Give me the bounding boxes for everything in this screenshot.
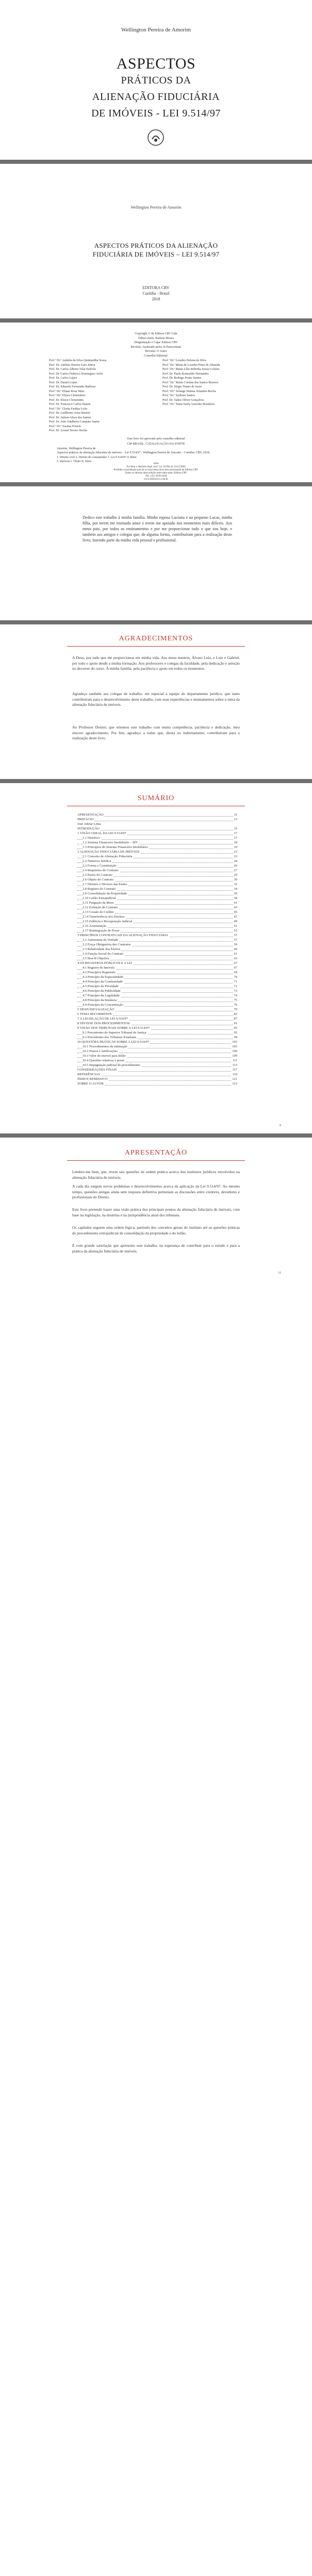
toc-entry-label: José Adelar Lima [77, 822, 101, 826]
toc-entry-page: 95 [234, 1026, 237, 1030]
toc-entry-page: 103 [232, 1040, 237, 1044]
toc-entry-label: 4.3 Princípio da Especialidade [83, 975, 124, 979]
toc-entry-page: 83 [234, 1012, 237, 1016]
summary-page [0, 783, 312, 1133]
toc-entry[interactable] [77, 850, 237, 855]
toc-entry-page: 24 [234, 859, 237, 863]
footer-line: Foi feito o depósito legal conf. Lei 10.994 de 14/12/2004 [126, 466, 186, 468]
cover-author: Wellington Pereira de Amorim [121, 27, 191, 33]
toc-entry-page: 79 [234, 1008, 237, 1011]
copyright-page [0, 323, 312, 482]
presentation-page [0, 1138, 312, 2576]
toc-entry-page: 121 [232, 1077, 237, 1081]
toc-entry-label: 4.8 Princípio da Instância [83, 998, 117, 1002]
toc-entry-label: 2.14 Transferência dos Direitos [83, 915, 125, 919]
toc-entry-page: 106 [232, 1049, 237, 1053]
toc-entry-page: 117 [232, 1068, 237, 1072]
toc-entry-page: 34 [234, 887, 237, 891]
council-member: Prof. Dr. Guillermo Arias Beatón [49, 412, 90, 415]
toc-entry-label: 8 SÍNTESE DOS PROCEDIMENTOS [77, 1022, 130, 1025]
council-member: Prof. Dr. Carlos Federico Dominguez Avila [49, 372, 103, 376]
toc-entry-page: 99 [234, 1036, 237, 1039]
toc-entry-label: 9.2 Precedentes dos Tribunais Estaduais [83, 1036, 137, 1039]
acknowledgements-paragraph: A Deus, por tudo que me proporcionou em minha vida. Aos meus mestres, Álvaro Luiz, e Luiz e Gabriel, por todo o apoio desde a minha formação. Aos professores e colegas da faculdade, pela dedicação e atenção no decorrer do curso. À minha família, pela paciência e apoio em todos os momentos. [72, 655, 240, 671]
footer-line: Proibida a reprodução parcial ou total desta obra sem autorização da Editora CRV [113, 469, 199, 471]
toc-entry-label: 4.4 Princípio da Continuidade [83, 980, 123, 984]
toc-entry-label: 2.11 Purgação da Mora [83, 901, 114, 905]
toc-entry-page: 17 [234, 832, 237, 835]
toc-entry-label: 9 VISÃO DOS TRIBUNAIS SOBRE A LEI 9.514/97 [77, 1026, 150, 1030]
cover-title-line: DE IMÓVEIS - LEI 9.514/97 [91, 108, 221, 119]
toc-entry-label: 5 DESJUDICIALIZAÇÃO [77, 1008, 114, 1011]
toc-entry[interactable] [77, 818, 237, 822]
cover-page [0, 0, 312, 160]
title-page-title [0, 241, 312, 259]
toc-entry-page: 27 [234, 869, 237, 872]
publisher-block [0, 285, 312, 302]
toc-entry-label: 4.7 Princípio da Legalidade [83, 994, 120, 997]
toc-entry-page: 111 [232, 1059, 237, 1062]
toc-entry[interactable] [77, 845, 237, 850]
council-right-list [162, 359, 266, 407]
toc-entry-label: 3.4 Função Social do Contrato [83, 952, 124, 956]
toc-entry-page: 123 [232, 1082, 237, 1086]
toc-entry-label: 4.1 Registro de Imóveis [83, 966, 115, 970]
council-member: Prof. Dr. Francisco Carlos Duarte [49, 403, 91, 406]
catalog-line: 1. Direito civil 2. Direito do consumidor 3. Lei 9.514/97 4. Bens [57, 455, 137, 459]
toc-entry-label: 2.3 Forma e Constituição [83, 864, 117, 868]
toc-entry-label: 9.1 Precedentes do Superior Tribunal de Justiça [83, 1031, 146, 1035]
presentation-paragraph: Os capítulos seguem uma ordem lógica, partindo dos conceitos gerais do instituto até as questões práticas do procedimento extrajudicial de consolidação da propriedade e do leilão. [72, 1225, 240, 1235]
council-member: Prof.ª Dr.ª Josania Portela [49, 425, 81, 428]
council-member: Prof. Dr. Carlos López [49, 377, 77, 380]
toc-entry[interactable] [77, 855, 237, 859]
toc-entry-page: 76 [234, 1003, 237, 1007]
toc-entry[interactable] [77, 1022, 237, 1026]
council-member: Prof.ª Dr.ª Elizeu Clementino [49, 394, 86, 397]
toc-entry-page: 71 [234, 980, 237, 984]
toc-entry-label: 3.5 Boa-fé Objetiva [83, 957, 109, 960]
toc-entry-label: 10.2 Prazos e notificações [83, 1049, 118, 1053]
toc-entry[interactable] [77, 971, 237, 975]
publisher-name: EDITORA CRV [142, 285, 170, 290]
toc-entry[interactable] [77, 1026, 237, 1031]
dedication-page [0, 486, 312, 620]
toc-entry[interactable] [77, 1077, 237, 1082]
toc-entry[interactable] [77, 998, 237, 1003]
toc-entry-label: 2.16 Arrematação [83, 924, 107, 928]
toc-entry-page: 95 [234, 1031, 237, 1035]
acknowledgements-paragraph: Agradeço também aos colegas de trabalho, em especial à equipe do departamento jurídico, que tanto contribuíram para o desenvolvimento deste trabalho, com suas experiências e ensinamentos sobre o tema da alienação fiduciária de imóveis. [72, 691, 240, 707]
page-number: 11 [278, 1272, 281, 1275]
toc-entry-label: PREFÁCIO [77, 818, 94, 821]
toc-entry-page: 47 [234, 915, 237, 919]
catalog-card [57, 442, 255, 464]
toc-entry[interactable] [77, 952, 237, 957]
title-page-title-line: FIDUCIÁRIA DE IMÓVEIS – LEI 9.514/97 [92, 250, 220, 258]
toc-entry-label: 3.1 Autonomia da Vontade [83, 938, 119, 942]
cover-title-line: ASPECTOS [116, 55, 196, 72]
table-of-contents [77, 813, 237, 1087]
council-member: Prof.ª Dr.ª Sydione Santos [162, 394, 195, 397]
toc-entry-label: 4.9 Princípio da Concentração [83, 1003, 123, 1007]
layout-line: Diagramação e Capa: Editora CRV [134, 341, 178, 344]
catalog-line: 5. Imóveis I. Título II. Série [57, 460, 92, 463]
acknowledgements-page [0, 624, 312, 779]
toc-entry-label: 10.5 Impugnação judicial do procedimento [83, 1063, 140, 1067]
council-member: Prof. Dr. Antônio Pereira Gaio Júnior [49, 363, 95, 367]
toc-entry[interactable] [77, 892, 237, 896]
toc-entry-label: 1.2 Sistema Financeiro Imobiliário – SFI [83, 841, 138, 844]
toc-entry[interactable] [77, 961, 237, 966]
toc-entry[interactable] [77, 994, 237, 998]
cover-title-line: PRÁTICOS DA [121, 75, 191, 86]
toc-entry-label: 6 TEMA RECORRENTE [77, 1012, 112, 1016]
publisher-seal-icon [147, 129, 165, 146]
toc-entry-label: 2.9 Consolidação da Propriedade [83, 892, 127, 895]
council-member: Prof.ª Dr.ª Eliane Rose Maio [49, 389, 85, 393]
toc-entry-page: 36 [234, 892, 237, 895]
toc-entry[interactable] [77, 1045, 237, 1049]
toc-entry-label: 2.6 Objeto do Contrato [83, 878, 113, 882]
council-member: Prof. Dr. Jailson Alves dos Santos [49, 416, 91, 419]
toc-entry-page: 11 [234, 813, 237, 817]
toc-entry[interactable] [77, 1054, 237, 1059]
toc-entry[interactable] [77, 832, 237, 836]
presentation-paragraph: É com grande satisfação que apresento este trabalho, na esperança de contribuir para o estudo e para a prática da alienação fiduciária de imóveis. [72, 1243, 240, 1253]
toc-entry-label: 2.15 Falência e Recuperação Judicial [83, 920, 133, 923]
publisher-city: Curitiba - Brasil [142, 291, 170, 296]
toc-entry-page: 69 [234, 971, 237, 974]
toc-entry-label: 2.1 Conceito de Alienação Fiduciária [83, 855, 133, 858]
toc-entry-page: 67 [234, 961, 237, 965]
council-member: Prof. Dr. Carlos Alberto Vilar Estêvão [49, 368, 96, 371]
toc-entry-label: 4.2 Princípios Registrais [83, 971, 116, 974]
council-left-list [49, 359, 152, 433]
council-member: Prof. Dr. Leonel Severo Rocha [49, 429, 87, 432]
toc-entry[interactable] [77, 957, 237, 961]
catalog-note: Este livro foi aprovado pelo conselho editorial [127, 437, 185, 440]
toc-entry[interactable] [77, 1012, 237, 1017]
toc-entry-page: 57 [234, 938, 237, 942]
toc-entry[interactable] [77, 1036, 237, 1040]
toc-entry-label: REFERÊNCIAS [77, 1073, 100, 1076]
toc-entry-label: 2.5 Partes do Contrato [83, 873, 113, 877]
toc-entry-page: 72 [234, 985, 237, 988]
toc-entry-page: 32 [234, 883, 237, 886]
toc-entry[interactable] [77, 906, 237, 910]
toc-entry-page: 61 [234, 952, 237, 956]
toc-entry-label: 4 OS REGISTROS PÚBLICOS E A LEI [77, 961, 133, 965]
toc-entry-page: 119 [232, 1073, 237, 1076]
toc-entry-label: 7 A LEGISLAÇÃO DE LEI 9.514/97 [77, 1017, 128, 1021]
toc-entry[interactable] [77, 873, 237, 878]
toc-entry-page: 63 [234, 957, 237, 960]
toc-entry[interactable] [77, 934, 237, 938]
copyright-block [0, 332, 312, 358]
acknowledgements-heading: AGRADECIMENTOS [119, 635, 193, 642]
toc-entry[interactable] [77, 901, 237, 906]
toc-entry[interactable] [77, 915, 237, 920]
cover-title-line: ALIENAÇÃO FIDUCIÁRIA [92, 91, 220, 103]
footer-line: Todos os direitos desta edição reservados pela: Editora CRV [125, 472, 187, 474]
council-member: Prof.ª Dr.ª Andréia da Silva Quintanilha Sousa [49, 359, 107, 362]
toc-entry-page: 41 [234, 901, 237, 905]
council-member: Prof.ª Dr.ª Maria Lília Imbiriba Sousa Colares [162, 368, 220, 371]
toc-entry-label: SOBRE O AUTOR [77, 1082, 104, 1086]
toc-entry-label: 2.12 Extinção do Contrato [83, 906, 118, 909]
page-number: 9 [280, 1124, 281, 1127]
toc-entry-page: 91 [234, 1022, 237, 1025]
cover-title [0, 56, 312, 122]
toc-entry[interactable] [77, 869, 237, 873]
footer-line: 2018 [153, 463, 159, 465]
toc-entry[interactable] [77, 859, 237, 864]
dedication-text: Dedico este trabalho à minha família. Minha esposa Luciana e ao pequeno Lucas, minha filha, por terem me ensinado amor e terem me apoiado nos momentos mais difíceis. Aos meus pais, por todos os ensinamentos e por me proporcionar tudo o que sou hoje, e também aos amigos e colegas que, de alguma forma, contribuíram para a realização deste livro, fazendo parte da minha vida pessoal e profissional. [83, 515, 232, 543]
toc-entry[interactable] [77, 938, 237, 943]
toc-entry-label: ÍNDICE REMISSIVO [77, 1077, 108, 1081]
toc-entry[interactable] [77, 985, 237, 989]
toc-entry-page: 45 [234, 910, 237, 914]
toc-entry-page: 75 [234, 998, 237, 1002]
toc-entry[interactable] [77, 924, 237, 929]
toc-entry[interactable] [77, 841, 237, 845]
review-line: Revisão: O Autor [145, 350, 167, 353]
council-member: Prof.ª Dr.ª Tania Suely Azevedo Brasileiro [162, 403, 215, 406]
toc-entry[interactable] [77, 1003, 237, 1008]
toc-entry-page: 87 [234, 1017, 237, 1021]
toc-entry-page: 73 [234, 989, 237, 993]
toc-entry-page: 51 [234, 924, 237, 928]
presentation-paragraph: Este livro pretende trazer uma visão prática dos principais pontos da alienação fiduciária de imóveis, com base na legislação, na doutrina e na jurisprudência atual dos tribunais. [72, 1207, 240, 1217]
toc-entry-page: 18 [234, 841, 237, 844]
toc-entry[interactable] [77, 836, 237, 841]
toc-entry-page: 29 [234, 873, 237, 877]
toc-entry-label: 2.2 Natureza Jurídica [83, 859, 111, 863]
council-member: Prof.ª Dr.ª Lourdes Helena da Silva [162, 359, 206, 362]
toc-entry-label: INTRODUÇÃO [77, 827, 100, 831]
toc-entry-label: 4.6 Princípio da Publicidade [83, 989, 121, 993]
toc-entry-page: 23 [234, 855, 237, 858]
acknowledgements-paragraph: Ao Professor Doutor, que orientou este trabalho com muita competência, paciência e dedicação, meu sincero agradecimento. Por fim, agradeço a todos que, direta ou indiretamente, contribuíram para a realização deste livro. [72, 725, 240, 740]
council-label: Conselho Editorial: [144, 354, 168, 358]
toc-entry-page: 19 [234, 845, 237, 849]
council-member: Prof. Dr. Paulo Romualdo Hernandes [162, 372, 209, 376]
toc-entry[interactable] [77, 1073, 237, 1077]
toc-entry[interactable] [77, 813, 237, 818]
editor-line: Editor-chefe: Railson Moura [138, 336, 174, 340]
council-member: Prof. Dr. Eduardo Fernandes Barbosa [49, 385, 95, 388]
toc-entry-page: 15 [234, 827, 237, 831]
toc-entry[interactable] [77, 989, 237, 994]
toc-entry-label: 1 VISÃO GERAL DA LEI 9.514/97 [77, 832, 126, 835]
toc-entry[interactable] [77, 887, 237, 892]
toc-entry[interactable] [77, 827, 237, 832]
toc-entry[interactable] [77, 943, 237, 947]
heading-rule [67, 1160, 245, 1161]
toc-entry-label: 2.10 Leilão Extrajudicial [83, 896, 116, 900]
catalog-line: Amorim, Wellington Pereira de [57, 447, 96, 450]
toc-entry-page: 67 [234, 966, 237, 970]
toc-entry[interactable] [77, 980, 237, 985]
toc-entry-page: 13 [234, 818, 237, 821]
council-member: Prof. Dr. Elizeu Clementino [49, 398, 84, 402]
title-page-author: Wellington Pereira de Amorim [130, 205, 182, 210]
catalog-header: CIP-BRASIL. CATALOGAÇÃO-NA-FONTE [127, 443, 185, 446]
toc-entry-label: 10 QUESTÕES PRÁTICAS SOBRE A LEI 9.514/97 [77, 1040, 149, 1044]
footer-line: Tel.: (41) 3039-6418 [145, 475, 167, 478]
toc-entry-page: 70 [234, 975, 237, 979]
presentation-heading: APRESENTAÇÃO [124, 1149, 188, 1157]
toc-entry-page: 103 [232, 1045, 237, 1048]
summary-heading: SUMÁRIO [137, 794, 175, 802]
toc-entry-page: 60 [234, 947, 237, 951]
council-member: Prof. Dr. Tadeu Oliver Gonçalves [162, 398, 204, 402]
toc-entry-page: 17 [234, 836, 237, 840]
toc-entry-page: 23 [234, 850, 237, 854]
toc-entry[interactable] [77, 1017, 237, 1022]
toc-entry[interactable] [77, 1040, 237, 1045]
toc-entry-label: 2.8 Registro do Contrato [83, 887, 116, 891]
toc-entry-page: 113 [232, 1063, 237, 1067]
toc-entry-page: 43 [234, 906, 237, 909]
toc-entry[interactable] [77, 1068, 237, 1073]
toc-entry[interactable] [77, 896, 237, 901]
toc-entry-label: 2.4 Requisitos do Contrato [83, 869, 119, 872]
council-member: Prof. Dr. Sérgio Nunes de Jesus [162, 385, 202, 388]
toc-entry-page: 57 [234, 934, 237, 937]
toc-entry-page: 74 [234, 994, 237, 997]
toc-entry-label: 2.13 Cessão do Crédito [83, 910, 114, 914]
toc-entry-label: 1.1 Histórico [83, 836, 100, 840]
toc-entry-page: 59 [234, 943, 237, 946]
presentation-paragraph: A cada dia surgem novos problemas e desenvolvimentos acerca da aplicação da Lei 9.514/97. Ao mesmo tempo, questões antigas ainda sem resposta definitiva permeiam as discussões entre credores, devedores e profissionais do Direito. [72, 1184, 240, 1199]
council-member: Prof. Dr. João Adalberto Campato Junior [49, 420, 100, 423]
toc-entry[interactable] [77, 1059, 237, 1063]
council-member: Prof. Dr. Rodrigo Pratte-Santos [162, 377, 202, 380]
toc-entry[interactable] [77, 1082, 237, 1087]
toc-entry[interactable] [77, 864, 237, 869]
toc-entry-label: 3.2 Força Obrigatória dos Contratos [83, 943, 131, 946]
toc-entry-label: 3 PRINCÍPIOS CONTRATUAIS DA ALIENAÇÃO FIDUCIÁRIA [77, 934, 169, 937]
toc-entry[interactable] [77, 1008, 237, 1012]
toc-entry[interactable] [77, 878, 237, 883]
council-member: Prof.ª Dr.ª Gloria Fariñas León [49, 407, 87, 411]
toc-entry[interactable] [77, 1063, 237, 1068]
toc-entry-page: 53 [234, 929, 237, 933]
toc-entry[interactable] [77, 920, 237, 924]
toc-entry-page: 49 [234, 920, 237, 923]
toc-entry[interactable] [77, 910, 237, 915]
toc-entry[interactable] [77, 1031, 237, 1036]
toc-entry[interactable] [77, 947, 237, 952]
footer-line: www.editoracrv.com.br [144, 478, 168, 481]
toc-entry-label: 10.3 Valor do imóvel para leilão [83, 1054, 126, 1058]
toc-entry[interactable] [77, 975, 237, 980]
toc-entry-page: 38 [234, 896, 237, 900]
title-page [0, 164, 312, 318]
toc-entry-label: 3.3 Relatividade dos Efeitos [83, 947, 121, 951]
toc-entry-label: 4.5 Princípio da Prioridade [83, 985, 119, 988]
toc-entry-label: CONSIDERAÇÕES FINAIS [77, 1068, 117, 1072]
toc-leader-dots [77, 830, 233, 831]
copyright-line: Copyright © da Editora CRV Ltda [135, 332, 177, 335]
toc-entry-label: APRESENTAÇÃO [77, 813, 104, 817]
review-line: Revisão: Analisado pelos os Pareceristas [130, 345, 182, 349]
toc-entry[interactable] [77, 1049, 237, 1054]
council-member: Prof. Dr. Daniel Lopes [49, 381, 77, 384]
toc-entry-page: 26 [234, 864, 237, 868]
publisher-year: 2018 [152, 297, 160, 301]
toc-entry-label: 10.1 Procedimentos de intimação [83, 1045, 127, 1048]
toc-entry[interactable] [77, 822, 237, 827]
toc-entry-label: 10.4 Questões relativas à posse [83, 1059, 125, 1062]
toc-entry-label: 2 ALIENAÇÃO FIDUCIÁRIA DE IMÓVEIS [77, 850, 140, 854]
toc-entry-label: 1.3 Princípios do Sistema Financeiro Imobiliário [83, 845, 148, 849]
council-member: Prof.ª Dr.ª Maria de Lourdes Pinto de Almeida [162, 363, 220, 367]
toc-entry-label: 2.7 Direitos e Deveres das Partes [83, 883, 127, 886]
council-member: Prof.ª Dr.ª Maria Cristina dos Santos Bezerra [162, 381, 218, 384]
copyright-footer [0, 463, 312, 481]
council-member: Prof.ª Dr.ª Solange Helena Ximenes-Rocha [162, 389, 216, 393]
toc-entry[interactable] [77, 966, 237, 971]
presentation-paragraph: Lembro-me bem, que, tivem tais questões de ordem prática acerca dos institutos jurídicos envolvidos na alienação fiduciária de imóveis. [72, 1170, 240, 1180]
toc-entry[interactable] [77, 929, 237, 934]
toc-entry[interactable] [77, 883, 237, 887]
heading-rule [67, 646, 245, 647]
title-page-title-line: ASPECTOS PRÁTICOS DA ALIENAÇÃO [94, 242, 218, 249]
catalog-line: Aspectos práticos da alienação fiduciária de imóveis – Lei 9.514/97 / Wellington Pereira de Amorim – Curitiba: CRV, 2018. [57, 451, 210, 454]
toc-entry-label: 2.17 Reintegração de Posse [83, 929, 120, 933]
toc-entry-page: 109 [232, 1054, 237, 1058]
toc-entry-page: 30 [234, 878, 237, 882]
